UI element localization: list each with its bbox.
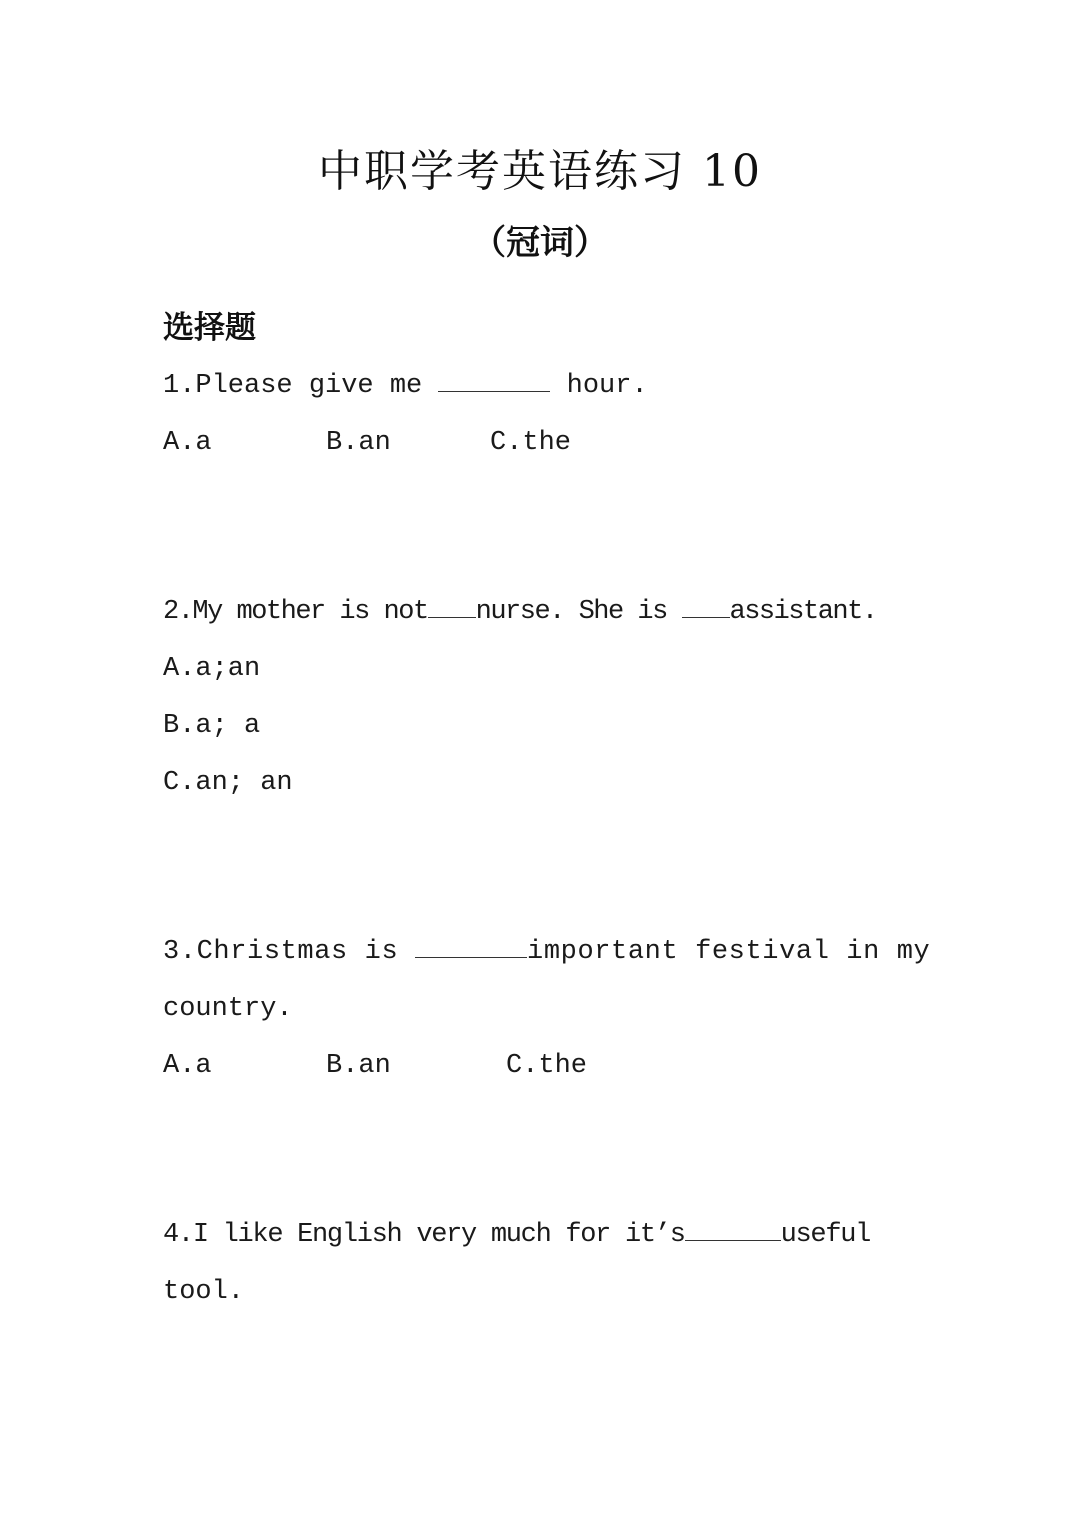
option-label: B. xyxy=(163,711,196,741)
stem-text: useful xyxy=(780,1220,871,1250)
question-4-stem-continued: tool. xyxy=(163,1277,245,1307)
option-text: an xyxy=(358,428,391,458)
option-text: a;an xyxy=(195,654,261,684)
question-3-option-b xyxy=(326,1046,391,1086)
question-1-option-b xyxy=(326,423,391,463)
answer-blank xyxy=(682,595,730,618)
answer-blank xyxy=(438,369,550,392)
option-label: A. xyxy=(163,1051,196,1081)
option-label: A. xyxy=(163,428,196,458)
stem-text: assistant. xyxy=(729,597,877,627)
stem-text: important festival in my xyxy=(527,937,931,967)
question-3-option-a xyxy=(163,1046,212,1086)
page-subtitle: （冠词） xyxy=(472,223,608,263)
option-text: the xyxy=(522,428,572,458)
stem-text: I like English very much for it’s xyxy=(192,1220,685,1250)
question-1-option-c xyxy=(490,423,571,463)
question-2-stem xyxy=(163,592,877,632)
answer-blank xyxy=(685,1218,781,1241)
question-2-option-b xyxy=(163,706,260,746)
question-3-option-c xyxy=(506,1046,587,1086)
option-text: a xyxy=(195,428,212,458)
question-number: 1. xyxy=(163,371,196,401)
stem-text: Christmas is xyxy=(196,937,416,967)
question-1-stem xyxy=(163,366,648,406)
stem-text: nurse. She is xyxy=(475,597,682,627)
option-label: C. xyxy=(506,1051,539,1081)
page-title: 中职学考英语练习 10 xyxy=(318,146,762,197)
option-text: an; an xyxy=(195,768,293,798)
stem-text: My mother is not xyxy=(192,597,428,627)
question-3-stem-continued: country. xyxy=(163,994,293,1024)
answer-blank xyxy=(428,595,476,618)
stem-text: Please give me xyxy=(195,371,439,401)
question-3-stem xyxy=(163,932,930,972)
option-text: the xyxy=(538,1051,588,1081)
option-label: C. xyxy=(490,428,523,458)
stem-text: hour. xyxy=(550,371,648,401)
option-label: A. xyxy=(163,654,196,684)
option-text: an xyxy=(358,1051,391,1081)
question-2-option-c xyxy=(163,763,293,803)
option-label: B. xyxy=(326,1051,359,1081)
section-heading: 选择题 xyxy=(163,310,256,346)
option-label: C. xyxy=(163,768,196,798)
question-number: 3. xyxy=(163,937,197,967)
option-text: a xyxy=(195,1051,212,1081)
question-number: 4. xyxy=(163,1220,193,1250)
question-number: 2. xyxy=(163,597,193,627)
question-4-stem xyxy=(163,1215,870,1255)
option-text: a; a xyxy=(195,711,261,741)
option-label: B. xyxy=(326,428,359,458)
answer-blank xyxy=(415,935,527,958)
question-2-option-a xyxy=(163,649,260,689)
question-1-option-a xyxy=(163,423,212,463)
